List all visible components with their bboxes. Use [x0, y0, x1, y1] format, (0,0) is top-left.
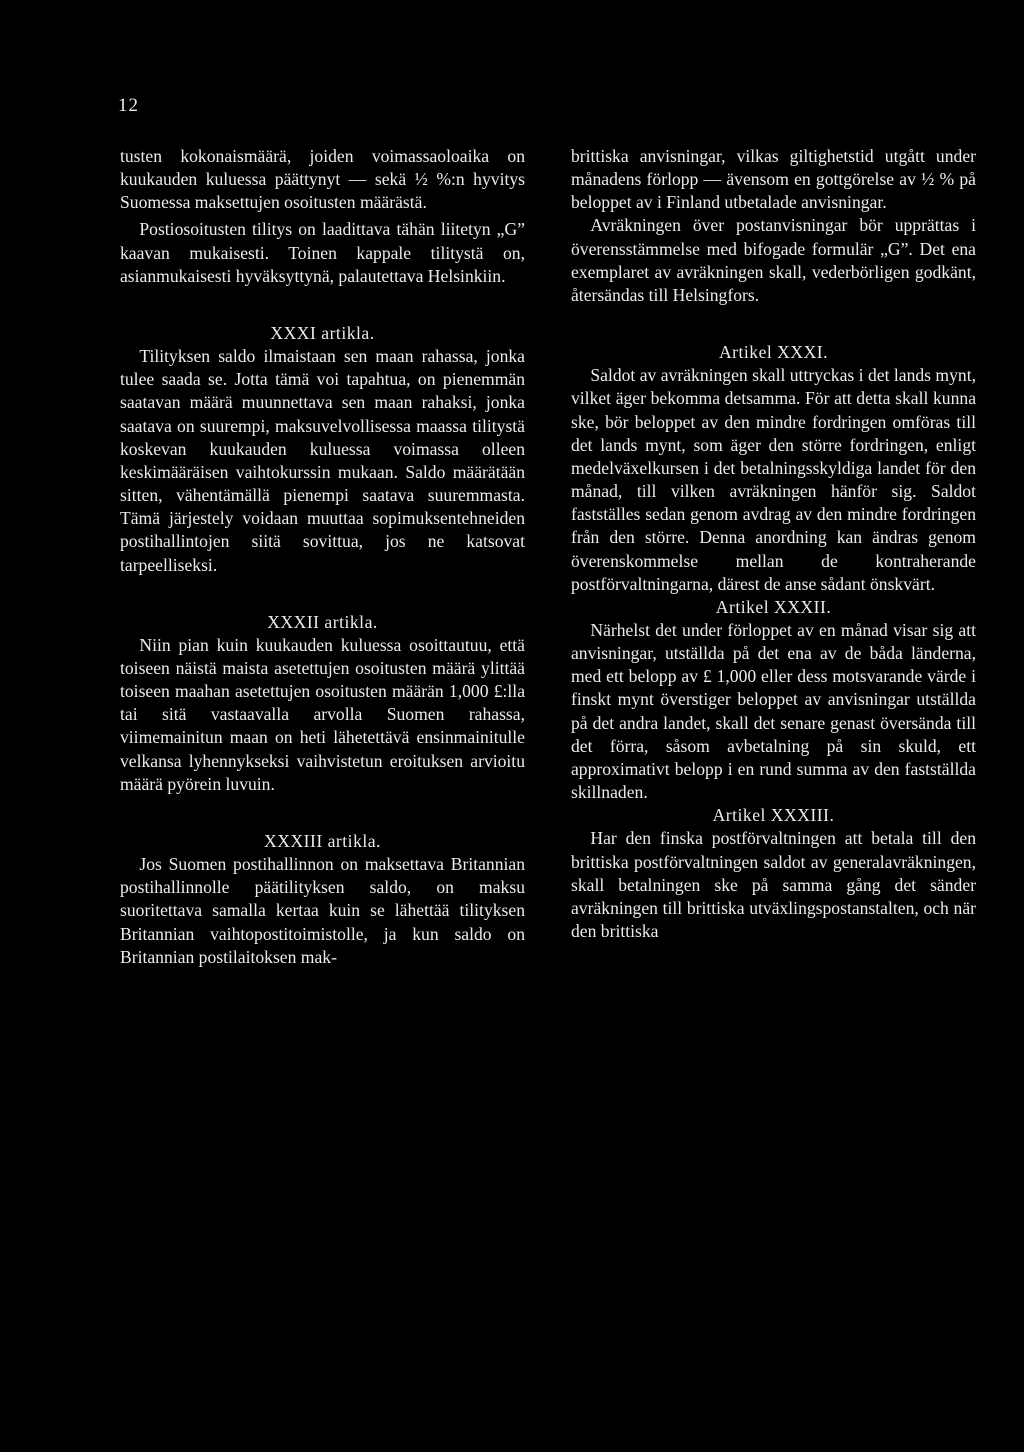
fi-paragraph-3: Tilityksen saldo ilmaistaan sen maan rahassa, jonka tulee saada se. Jotta tämä voi tapahtua, on pienemmän saatavan määrä muunnettava sen maan rahaksi, jonka saatava on suurempi, maksuvelvollisessa maassa tilitystä koskevan kuukauden kuluessa voimassa olleen keskimääräisen vaihtokurssin mukaan. Saldo määrätään sitten, vähentämällä pienempi saatava suuremmasta. Tämä järjestely voidaan muuttaa sopimuksentehneiden postihallintojen siitä sovittua, jos ne katsovat tarpeelliseksi.	[120, 346, 525, 575]
fi-paragraph-1: tusten kokonaismäärä, joiden voimassaoloaika on kuukauden kuluessa päättynyt — sekä ½ %:n hyvitys Suomessa maksettujen osoitusten määrästä.	[120, 146, 525, 213]
sv-paragraph-2: Avräkningen över postanvisningar bör upprättas i överensstämmelse med bifogade formulär „G”. Det ena exemplaret av avräkningen skall, vederbörligen godkänt, återsändas till Helsingfors.	[571, 215, 976, 305]
fi-heading-article-32: XXXII artikla.	[267, 611, 378, 632]
finnish-column	[120, 145, 525, 969]
page-number: 12	[118, 95, 139, 116]
fi-paragraph-4: Niin pian kuin kuukauden kuluessa osoittautuu, että toiseen näistä maista asetettujen osoitusten määrä ylittää toiseen maahan asetettujen osoitusten määrän 1,000 £:lla tai sitä vastaavalla arvolla Suomen rahassa, viimemainitun maan on heti lähetettävä ensinmainitulle velkansa lyhennykseksi vaihvistetun eroituksen arvioitu määrä pyörein luvuin.	[120, 634, 525, 794]
fi-heading-article-31: XXXI artikla.	[270, 322, 375, 343]
fi-heading-article-33: XXXIII artikla.	[264, 830, 381, 851]
sv-heading-article-32: Artikel XXXII.	[715, 596, 832, 617]
sv-paragraph-5: Har den finska postförvaltningen att betala till den brittiska postförvaltningen saldot av generalavräkningen, skall betalningen ske på samma gång det sänder avräkningen till brittiska utväxlingspostanstalten, och när den brittiska	[571, 828, 976, 941]
sv-heading-article-31: Artikel XXXI.	[718, 342, 829, 363]
fi-paragraph-5: Jos Suomen postihallinnon on maksettava Britannian postihallinnolle päätilityksen saldo, on maksu suoritettava samalla kertaa kuin se lähettää tilityksen Britannian vaihtopostitoimistolle, ja kun saldo on Britannian postilaitoksen mak-	[120, 854, 525, 967]
fi-paragraph-2: Postiosoitusten tilitys on laadittava tähän liitetyn „G” kaavan mukaisesti. Toinen kappale tilitystä on, asianmukaisesti hyväksyttynä, palautettava Helsinkiin.	[120, 219, 525, 286]
sv-paragraph-4: Närhelst det under förloppet av en månad visar sig att anvisningar, utställda på det ena av de båda länderna, med ett belopp av £ 1,000 eller dess motsvarande värde i finskt mynt överstiger beloppet av anvisningar utställda på det andra landet, skall det senare genast översända till det förra, såsom avbetalning på sin skuld, ett approximativt belopp i en rund summa av den fastställda skillnaden.	[571, 619, 976, 803]
sv-paragraph-3: Saldot av avräkningen skall uttryckas i det lands mynt, vilket äger bekomma detsamma. För att detta skall kunna ske, bör beloppet av den mindre fordringen omföras till det lands mynt, som äger den större fordringen, enligt medelväxelkursen i det betalningsskyldiga landet för den månad, till vilken avräkningen hänför sig. Saldot fastställes sedan genom avdrag av den mindre fordringen från den större. Denna anordning kan ändras genom överenskommelse mellan de kontraherande postförvaltningarna, därest de anse sådant önskvärt.	[571, 365, 976, 594]
swedish-column	[571, 145, 976, 943]
sv-paragraph-1: brittiska anvisningar, vilkas giltighetstid utgått under månadens förlopp — ävensom en gottgörelse av ½ % på beloppet av i Finland utbetalade anvisningar.	[571, 146, 976, 213]
sv-heading-article-33: Artikel XXXIII.	[712, 805, 835, 826]
